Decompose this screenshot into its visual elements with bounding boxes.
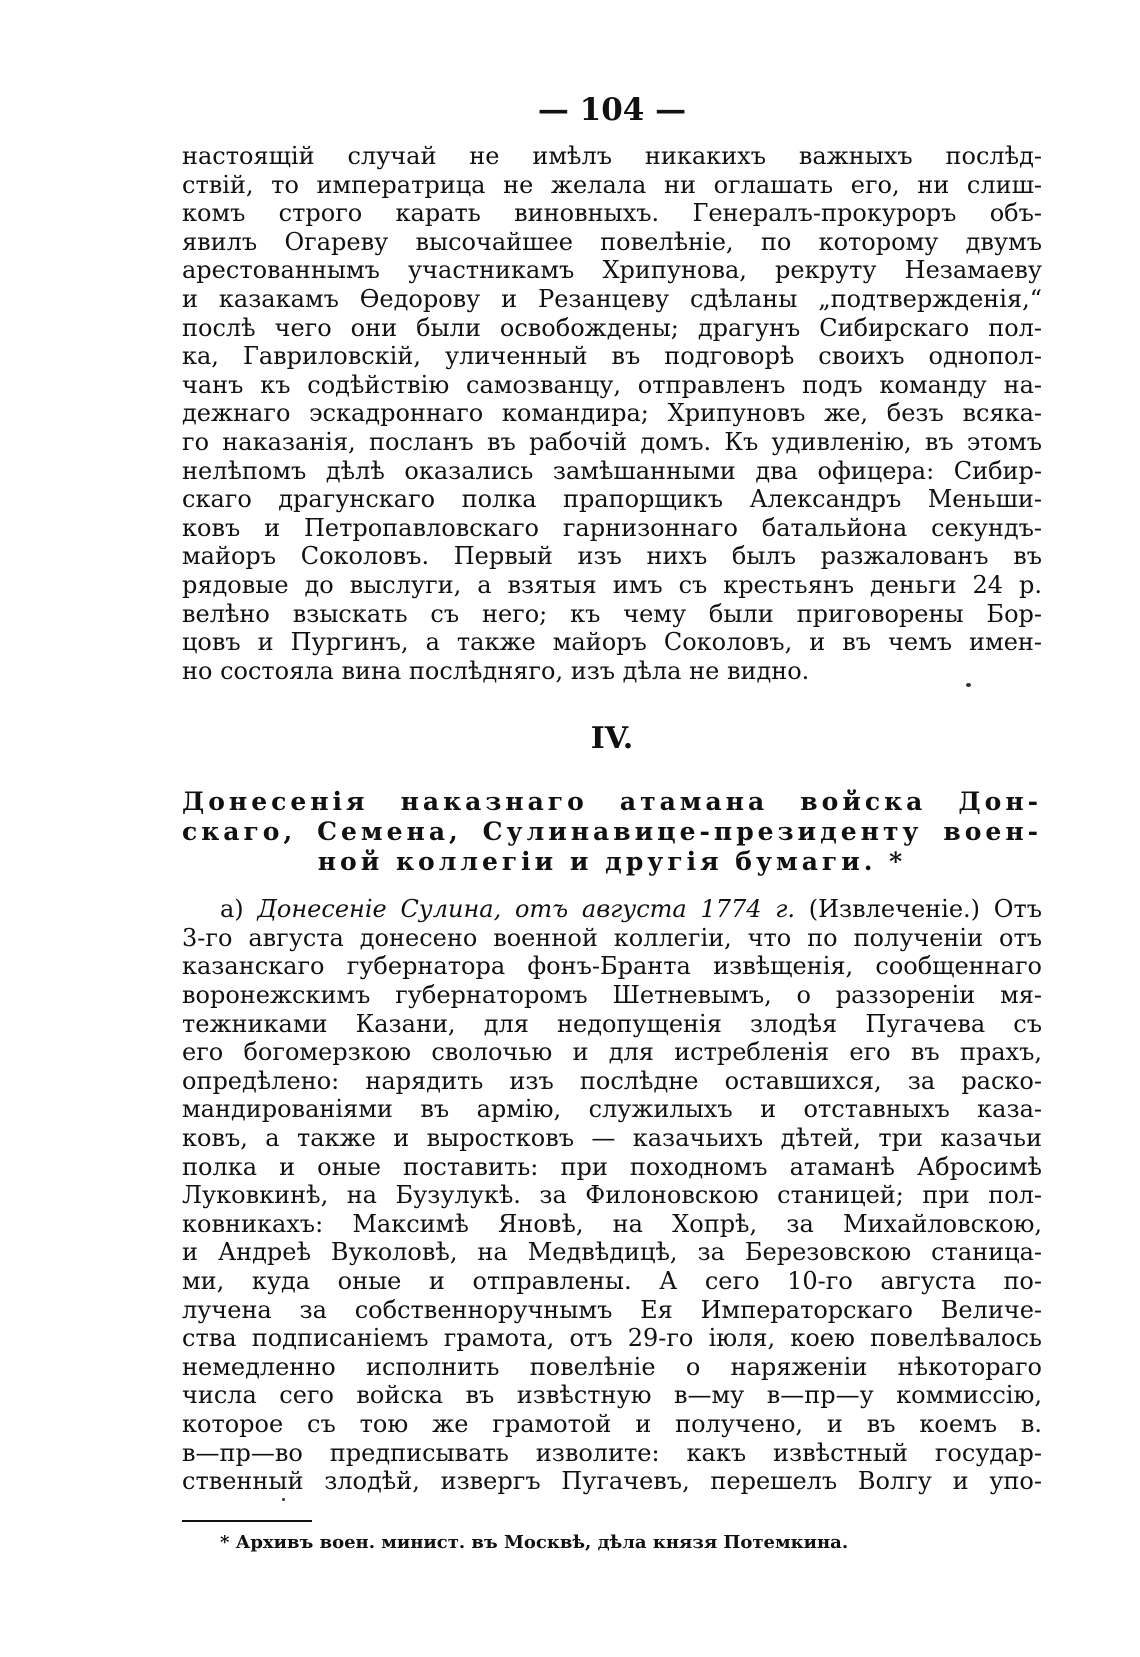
- text-line: дежнаго эскадроннаго командира; Хрипуновъ же, безъ всяка-: [182, 399, 1042, 428]
- paragraph-continuation: [182, 142, 1042, 685]
- text-line: ми, куда оные и отправлены. А сего 10-го августа по-: [182, 1267, 1042, 1295]
- text-line: в—пр—во предписывать изволите: какъ извѣстный государ-: [182, 1438, 1042, 1467]
- text-line: ства подписаніемъ грамота, отъ 29-го іюля, коею повелѣвалось: [182, 1324, 1042, 1353]
- text-line: велѣно взыскать съ него; къ чему были приговорены Бор-: [182, 599, 1042, 628]
- text-line: ствій, то императрица не желала ни оглашать его, ни слиш-: [182, 170, 1042, 199]
- document-page: [182, 88, 1042, 1556]
- text-line: и казакамъ Ѳедорову и Резанцеву сдѣланы „подтвержденія,“: [182, 284, 1042, 313]
- text-line: комъ строго карать виновныхъ. Генералъ-прокуроръ объ-: [182, 199, 1042, 228]
- text-line: послѣ чего они были освобождены; драгунъ Сибирскаго пол-: [182, 313, 1042, 342]
- print-speck: [282, 1498, 285, 1501]
- text-line: Луковкинѣ, на Бузулукѣ. за Филоновскою станицей; при пол-: [182, 1181, 1042, 1210]
- text-line: тежниками Казани, для недопущенія злодѣя Пугачева съ: [182, 1009, 1042, 1038]
- text-line: но состояла вина послѣдняго, изъ дѣла не видно.: [182, 656, 810, 685]
- text-line: полка и оные поставить: при походномъ атаманѣ Абросимѣ: [182, 1152, 1042, 1181]
- section-title-line: Донесенія наказнаго атамана войска Дон-: [182, 787, 1042, 817]
- text-line: ковъ, а также и выростковъ — казачьихъ дѣтей, три казачьи: [182, 1124, 1042, 1153]
- page-number: — 104 —: [537, 92, 687, 128]
- section-title: [182, 787, 1042, 877]
- footnote-divider: [182, 1520, 312, 1522]
- text-line: цовъ и Пургинъ, а также майоръ Соколовъ, и въ чемъ имен-: [182, 628, 1042, 657]
- section-number: IV.: [590, 721, 634, 757]
- text-line: опредѣлено: нарядить изъ послѣдне оставшихся, за раско-: [182, 1066, 1042, 1095]
- print-speck: [966, 683, 971, 687]
- text-line: чанъ къ содѣйствію самозванцу, отправленъ подъ команду на-: [182, 370, 1042, 399]
- text-line: лучена за собственноручнымъ Ея Императорскаго Величе-: [182, 1295, 1042, 1324]
- text-line: ковъ и Петропавловскаго гарнизоннаго батальйона секундъ-: [182, 513, 1042, 542]
- text-line: явилъ Огареву высочайшее повелѣніе, по которому двумъ: [182, 227, 1042, 256]
- list-marker: а): [220, 895, 258, 924]
- text-line: мандированіями въ армію, служилыхъ и отставныхъ каза-: [182, 1095, 1042, 1124]
- text-line: скаго драгунскаго полка прапорщикъ Александръ Меньши-: [182, 485, 1042, 514]
- paragraph-report: [182, 895, 1042, 1495]
- text-line: числа сего войска въ извѣстную в—му в—пр—у коммиссію,: [182, 1381, 1042, 1410]
- section-title-line: ной коллегіи и другія бумаги. *: [317, 847, 907, 877]
- text-line: и Андреѣ Вуколовѣ, на Медвѣдицѣ, за Березовскою станица-: [182, 1238, 1042, 1267]
- text-line: арестованнымъ участникамъ Хрипунова, рекруту Незамаеву: [182, 256, 1042, 285]
- text-line: настоящій случай не имѣлъ никакихъ важныхъ послѣд-: [182, 142, 1042, 170]
- text-line: воронежскимъ губернаторомъ Шетневымъ, о раззореніи мя-: [182, 981, 1042, 1010]
- report-heading-italic: Донесеніе Сулина, отъ августа 1774 г.: [257, 895, 796, 924]
- text-line: го наказанія, посланъ въ рабочій домъ. Къ удивленію, въ этомъ: [182, 427, 1042, 456]
- text-line-first: [182, 895, 1042, 924]
- report-heading-rest: (Извлеченіе.) Отъ: [795, 895, 1042, 924]
- text-line: ка, Гавриловскій, уличенный въ подговорѣ своихъ однопол-: [182, 342, 1042, 371]
- text-line: немедленно исполнить повелѣніе о наряженіи нѣкотораго: [182, 1352, 1042, 1381]
- text-line: майоръ Соколовъ. Первый изъ нихъ былъ разжалованъ въ: [182, 542, 1042, 571]
- text-line: нелѣпомъ дѣлѣ оказались замѣшанными два офицера: Сибир-: [182, 456, 1042, 485]
- text-line: 3-го августа донесено военной коллегіи, что по полученіи отъ: [182, 923, 1042, 952]
- section-title-line: скаго, Семена, Сулинавице-президенту воен-: [182, 817, 1042, 847]
- text-line: рядовые до выслуги, а взятыя имъ съ крестьянъ деньги 24 р.: [182, 570, 1042, 599]
- text-line: ковникахъ: Максимѣ Яновѣ, на Хопрѣ, за Михайловскою,: [182, 1209, 1042, 1238]
- text-line: казанскаго губернатора фонъ-Бранта извѣщенія, сообщеннаго: [182, 952, 1042, 981]
- footnote: * Архивъ воен. минист. въ Москвѣ, дѣла князя Потемкина.: [220, 1531, 849, 1553]
- text-line: ственный злодѣй, извергъ Пугачевъ, перешелъ Волгу и упо-: [182, 1467, 1042, 1496]
- text-line: его богомерзкою сволочью и для истребленія его въ прахъ,: [182, 1038, 1042, 1067]
- text-line: которое съ тою же грамотой и получено, и въ коемъ в.: [182, 1409, 1042, 1438]
